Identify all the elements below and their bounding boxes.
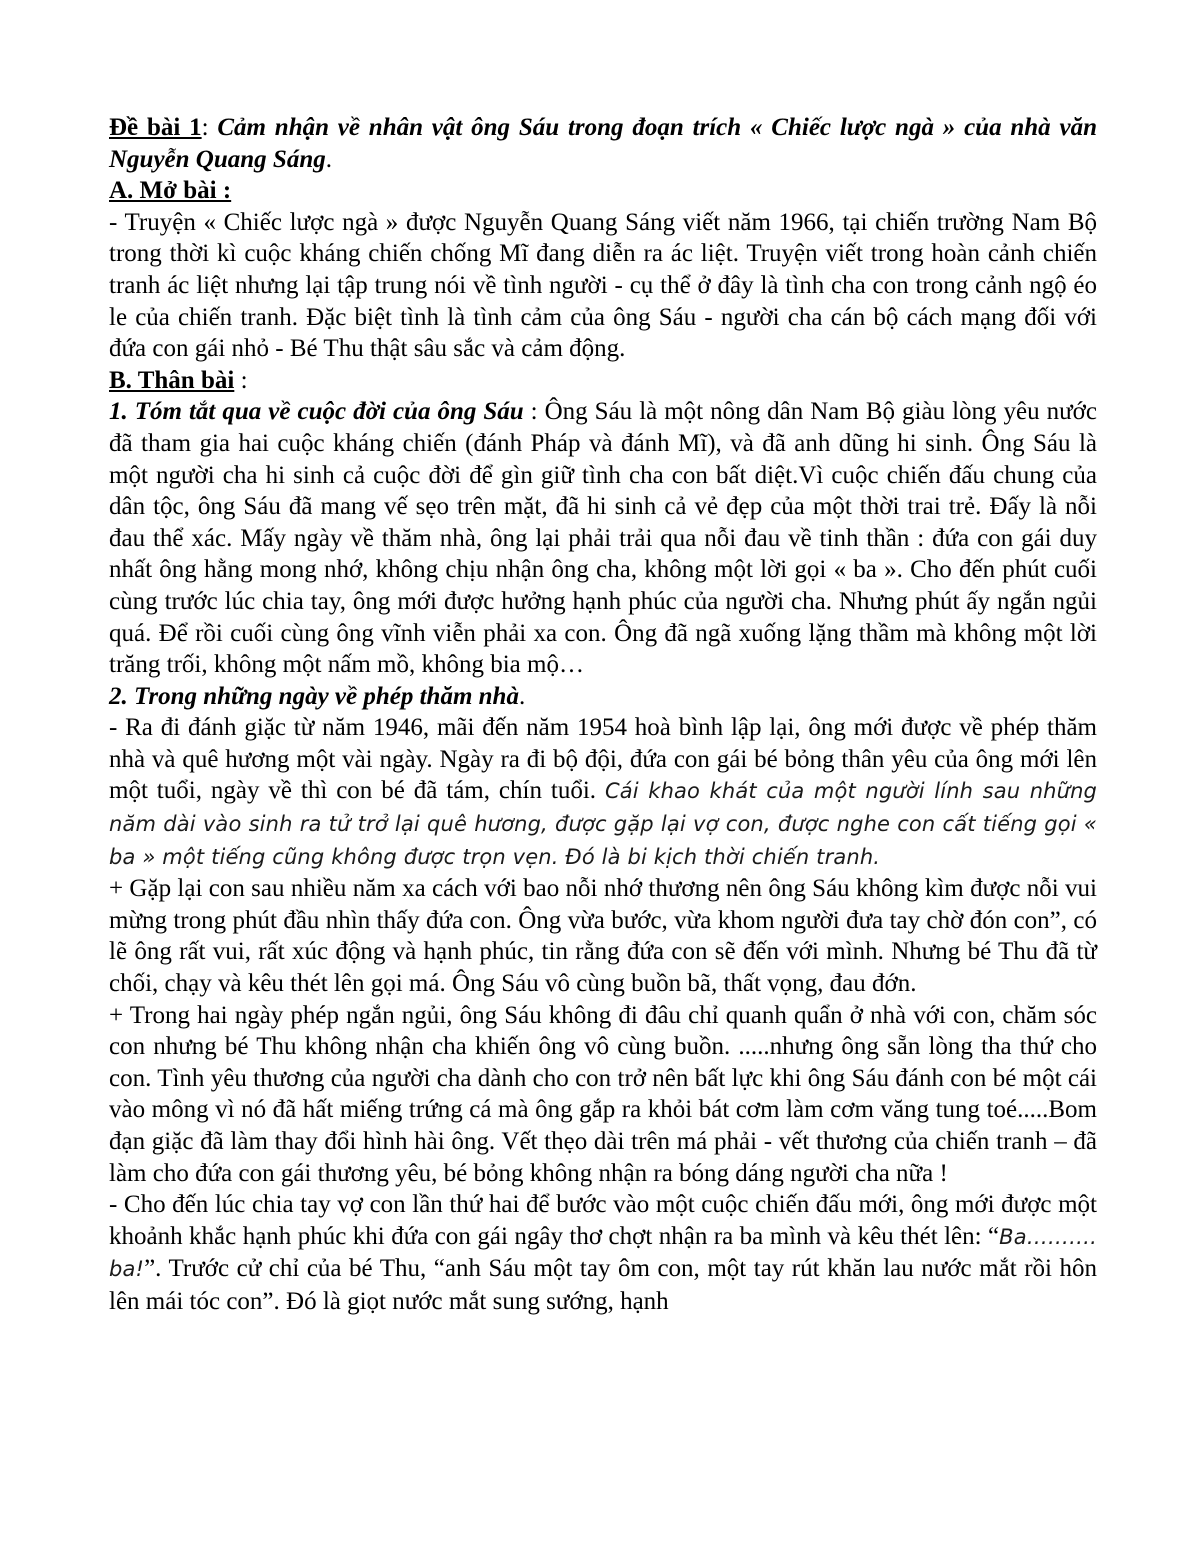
subsection-2-para4-b: ”. Trước cử chỉ của bé Thu, “anh Sáu một tay ôm con, một tay rút khăn lau nước mắt rồi hôn lên mái tóc con”. Đó là giọt nước mắt sung sướng, hạnh xyxy=(109,1255,1097,1315)
section-a-heading-text: A. Mở bài : xyxy=(109,177,232,205)
essay-title xyxy=(109,112,1097,175)
document-body xyxy=(109,112,1097,1318)
section-b-heading-text: B. Thân bài xyxy=(109,366,235,394)
section-b-heading-suffix: : xyxy=(234,366,248,394)
subsection-2-paragraph-1 xyxy=(109,712,1097,873)
subsection-2-para4-italic: Ba………. ba! xyxy=(109,1224,1097,1282)
subsection-2-para1-italic: Cái khao khát của một người lính sau những năm dài vào sinh ra tử trở lại quê hương, được gặp lại vợ con, được nghe con cất tiếng gọi « ba » một tiếng cũng không được trọn vẹn. Đó là bi kịch thời chiến tranh. xyxy=(109,779,1098,869)
subsection-2-para1-text: - Ra đi đánh giặc từ năm 1946, mãi đến năm 1954 hoà bình lập lại, ông mới được về phép thăm nhà và quê hương một vài ngày. Ngày ra đi bộ đội, đứa con gái bé bỏng thân yêu của ông mới lên một tuổi, ngày về thì con bé đã tám, chín tuổi. xyxy=(109,714,1097,805)
section-a-paragraph: - Truyện « Chiếc lược ngà » được Nguyễn Quang Sáng viết năm 1966, tại chiến trường Nam Bộ trong thời kì cuộc kháng chiến chống Mĩ đang diễn ra ác liệt. Truyện viết trong hoàn cảnh chiến tranh ác liệt nhưng lại tập trung nói về tình người - cụ thể ở đây là tình cha con trong cảnh ngộ éo le của chiến tranh. Đặc biệt tình là tình cảm của ông Sáu - người cha cán bộ cách mạng đối với đứa con gái nhỏ - Bé Thu thật sâu sắc và cảm động. xyxy=(109,208,1097,363)
section-b-heading xyxy=(109,365,1097,397)
title-topic: Cảm nhận về nhân vật ông Sáu trong đoạn trích « Chiếc lược ngà » của nhà văn Nguyễn Quang Sáng xyxy=(109,114,1097,173)
subsection-2-title-end: . xyxy=(518,682,526,710)
subsection-2-title: 2. Trong những ngày về phép thăm nhà xyxy=(109,682,519,710)
title-end: . xyxy=(325,145,332,173)
subsection-2-paragraph-2: + Gặp lại con sau nhiều năm xa cách với bao nỗi nhớ thương nên ông Sáu không kìm được nỗi vui mừng trong phút đầu nhìn thấy đứa con. Ông vừa bước, vừa khom người đưa tay chờ đón con”, có lẽ ông rất vui, rất xúc động và hạnh phúc, tin rằng đứa con sẽ đến với mình. Nhưng bé Thu đã từ chối, chạy và kêu thét lên gọi má. Ông Sáu vô cùng buồn bã, thất vọng, đau đớn. xyxy=(109,875,1097,998)
title-label: Đề bài 1 xyxy=(109,114,202,141)
subsection-1-title: 1. Tóm tắt qua về cuộc đời của ông Sáu xyxy=(109,398,524,426)
subsection-2-paragraph-3: + Trong hai ngày phép ngắn ngủi, ông Sáu không đi đâu chỉ quanh quẩn ở nhà với con, chăm sóc con nhưng bé Thu không nhận cha khiến ông vô cùng buồn. .....nhưng ông sẵn lòng tha thứ cho con. Tình yêu thương của người cha dành cho con trở nên bất lực khi ông Sáu đánh con bé một cái vào mông vì nó đã hất miếng trứng cá mà ông gắp ra khỏi bát cơm làm cơm văng tung toé.....Bom đạn giặc đã làm thay đổi hình hài ông. Vết thẹo dài trên má phải - vết thương của chiến tranh – đã làm cho đứa con gái thương yêu, bé bỏng không nhận ra bóng dáng người cha nữa ! xyxy=(109,1001,1097,1187)
subsection-1-text: : Ông Sáu là một nông dân Nam Bộ giàu lòng yêu nước đã tham gia hai cuộc kháng chiến (đánh Pháp và đánh Mĩ), và đã anh dũng hi sinh. Ông Sáu là một người cha hi sinh cả cuộc đời để gìn giữ tình cha con bất diệt.Vì cuộc chiến đấu chung của dân tộc, ông Sáu đã mang vế sẹo trên mặt, đã hi sinh cả vẻ đẹp của một thời trai trẻ. Đấy là nỗi đau thể xác. Mấy ngày về thăm nhà, ông lại phải trải qua nỗi đau về tinh thần : đứa con gái duy nhất ông hằng mong nhớ, không chịu nhận ông cha, không một lời gọi « ba ». Cho đến phút cuối cùng trước lúc chia tay, ông mới được hưởng hạnh phúc của người cha. Nhưng phút ấy ngắn ngủi quá. Để rồi cuối cùng ông vĩnh viễn phải xa con. Ông đã ngã xuống lặng thầm mà không một lời trăng trối, không một nấm mồ, không bia mộ… xyxy=(109,398,1097,679)
subsection-2-para4-a: - Cho đến lúc chia tay vợ con lần thứ hai để bước vào một cuộc chiến đấu mới, ông mới được một khoảnh khắc hạnh phúc khi đứa con gái ngây thơ chợt nhận ra ba mình và kêu thét lên: “ xyxy=(109,1191,1097,1250)
title-colon: : xyxy=(201,114,218,141)
subsection-2-heading xyxy=(109,681,1097,713)
subsection-2-paragraph-4 xyxy=(109,1189,1097,1317)
section-a-heading xyxy=(109,175,1097,207)
subsection-1-paragraph xyxy=(109,396,1097,680)
